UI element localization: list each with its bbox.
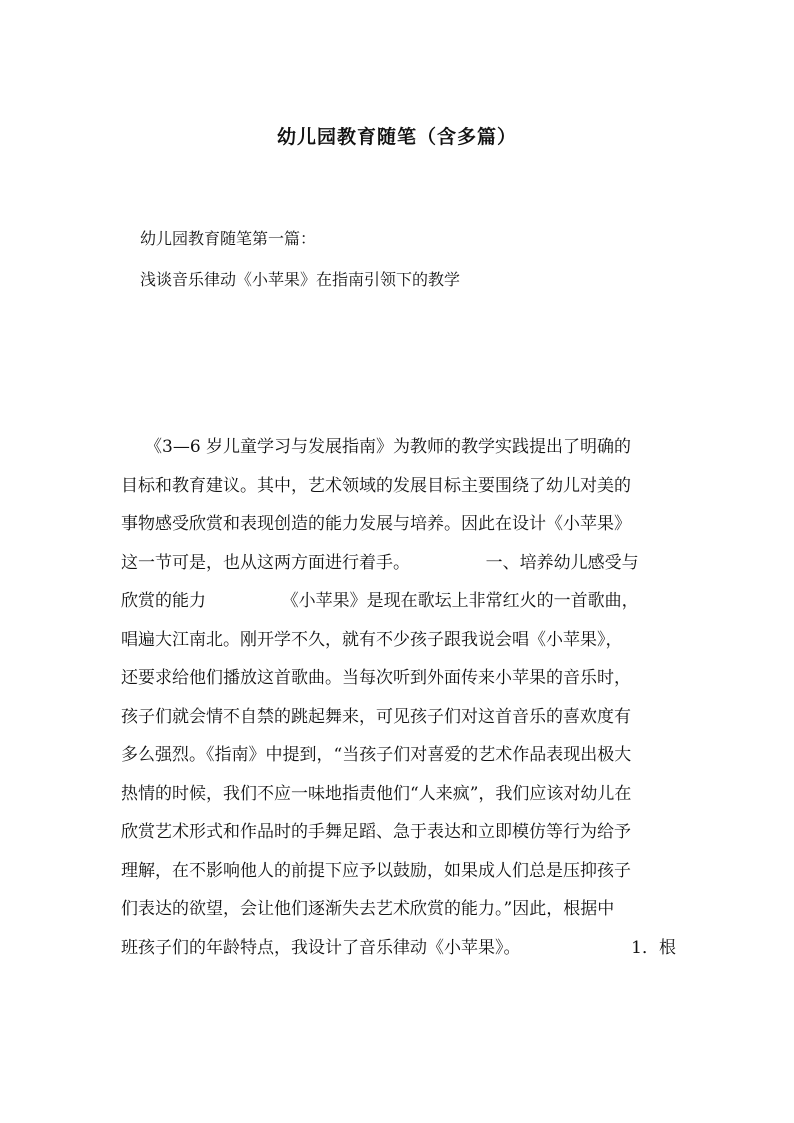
- body-line: 热情的时候，我们不应一味地指责他们“人来疯”，我们应该对幼儿在: [121, 783, 632, 804]
- body-line: 目标和教育建议。其中，艺术领域的发展目标主要围绕了幼儿对美的: [121, 475, 631, 496]
- document-title: 幼儿园教育随笔（含多篇）: [276, 126, 517, 148]
- body-line: 事物感受欣赏和表现创造的能力发展与培养。因此在设计《小苹果》: [121, 514, 631, 534]
- body-line: 这一节可是，也从这两方面进行着手。 一、培养幼儿感受与: [121, 552, 639, 573]
- article-title: 浅谈音乐律动《小苹果》在指南引领下的教学: [140, 270, 461, 289]
- body-line-last-right: 1．根: [631, 937, 676, 958]
- body-line: 们表达的欲望，会让他们逐渐失去艺术欣赏的能力。”因此，根据中: [121, 899, 615, 919]
- body-line: 孩子们就会情不自禁的跳起舞来，可见孩子们对这首音乐的喜欢度有: [121, 706, 631, 727]
- body-line: 欣赏的能力 《小苹果》是现在歌坛上非常红火的一首歌曲，: [121, 591, 639, 611]
- body-line: 《3—6 岁儿童学习与发展指南》为教师的教学实践提出了明确的: [145, 437, 632, 457]
- body-line-last-left: 班孩子们的年龄特点，我设计了音乐律动《小苹果》。: [121, 937, 521, 958]
- body-line: 欣赏艺术形式和作品时的手舞足蹈、急于表达和立即模仿等行为给予: [121, 822, 631, 842]
- body-line: 还要求给他们播放这首歌曲。当每次听到外面传来小苹果的音乐时，: [121, 668, 631, 688]
- body-text: [121, 428, 676, 967]
- body-line-last: [121, 929, 676, 968]
- body-line: 多么强烈。《指南》中提到，“当孩子们对喜爱的艺术作品表现出极大: [121, 745, 632, 765]
- body-line: 理解，在不影响他人的前提下应予以鼓励，如果成人们总是压抑孩子: [121, 860, 631, 881]
- body-line: 唱遍大江南北。刚开学不久，就有不少孩子跟我说会唱《小苹果》，: [121, 629, 623, 650]
- section-heading: 幼儿园教育随笔第一篇：: [140, 229, 317, 248]
